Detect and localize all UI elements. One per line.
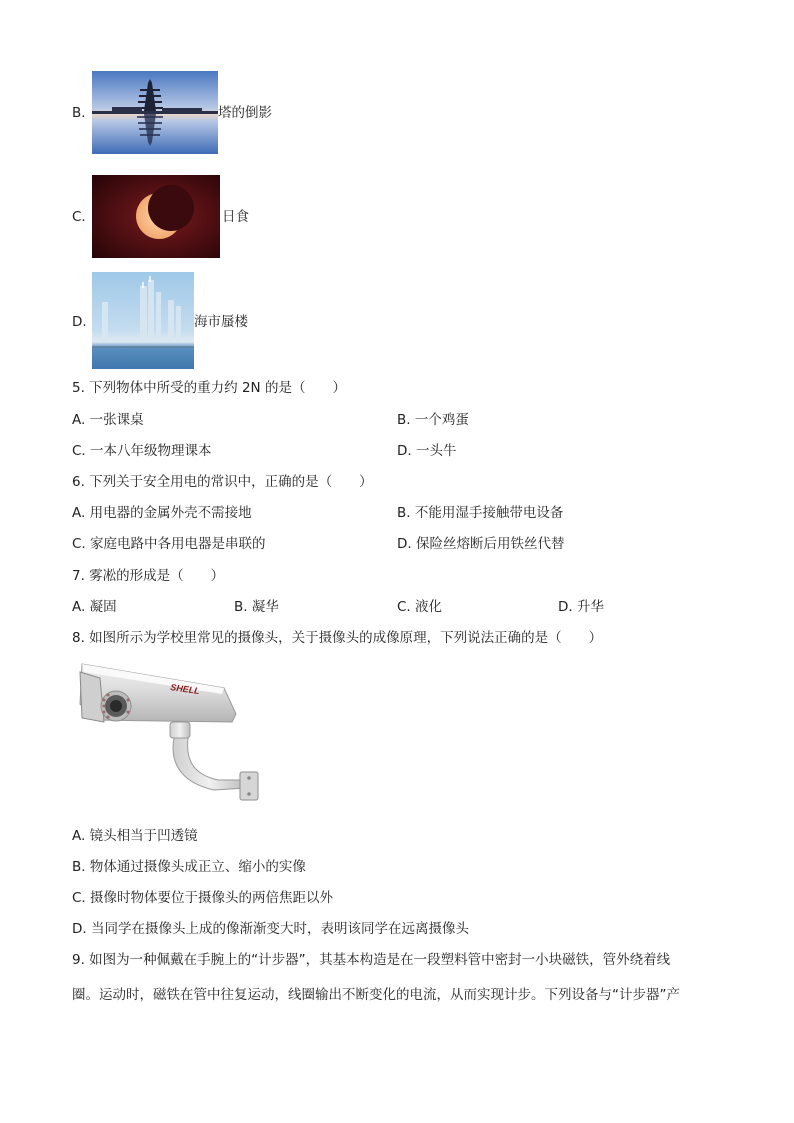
q5-choice-a: A. 一张课桌 bbox=[72, 412, 144, 428]
option-c-caption: 日食 bbox=[222, 209, 249, 225]
q6-choice-a: A. 用电器的金属外壳不需接地 bbox=[72, 505, 252, 521]
q6-choice-b: B. 不能用湿手接触带电设备 bbox=[397, 505, 564, 521]
option-b-caption: 塔的倒影 bbox=[218, 105, 272, 121]
q8-choice-c: C. 摄像时物体要位于摄像头的两倍焦距以外 bbox=[72, 890, 334, 906]
question-7-stem: 7. 雾凇的形成是（ ） bbox=[72, 568, 225, 584]
tower-reflection-image bbox=[92, 71, 218, 154]
q5-choice-b: B. 一个鸡蛋 bbox=[397, 412, 469, 428]
q7-choice-d: D. 升华 bbox=[558, 599, 604, 615]
option-d-letter: D. bbox=[72, 314, 87, 330]
camera-brand-label: SHELL bbox=[169, 682, 201, 697]
q5-choice-c: C. 一本八年级物理课本 bbox=[72, 443, 212, 459]
security-camera-image bbox=[74, 660, 266, 810]
question-9-line-1: 9. 如图为一种佩戴在手腕上的“计步器”，其基本构造是在一段塑料管中密封一小块磁铁，管外绕着线 bbox=[72, 952, 671, 968]
solar-eclipse-image bbox=[92, 175, 220, 258]
question-6-stem: 6. 下列关于安全用电的常识中，正确的是（ ） bbox=[72, 474, 373, 490]
option-c-letter: C. bbox=[72, 209, 86, 225]
q7-choice-a: A. 凝固 bbox=[72, 599, 117, 615]
q7-choice-c: C. 液化 bbox=[397, 599, 443, 615]
question-5-stem: 5. 下列物体中所受的重力约 2N 的是（ ） bbox=[72, 380, 346, 396]
q5-choice-d: D. 一头牛 bbox=[397, 443, 457, 459]
option-d-caption: 海市蜃楼 bbox=[194, 314, 248, 330]
mirage-image bbox=[92, 272, 194, 369]
option-b-letter: B. bbox=[72, 105, 86, 121]
q8-choice-d: D. 当同学在摄像头上成的像渐渐变大时，表明该同学在远离摄像头 bbox=[72, 921, 469, 937]
q8-choice-a: A. 镜头相当于凹透镜 bbox=[72, 828, 198, 844]
question-9-line-2: 圈。运动时，磁铁在管中往复运动，线圈输出不断变化的电流，从而实现计步。下列设备与“计步器”产 bbox=[72, 987, 680, 1003]
q6-choice-c: C. 家庭电路中各用电器是串联的 bbox=[72, 536, 266, 552]
q8-choice-b: B. 物体通过摄像头成正立、缩小的实像 bbox=[72, 859, 306, 875]
question-8-stem: 8. 如图所示为学校里常见的摄像头，关于摄像头的成像原理，下列说法正确的是（ ） bbox=[72, 630, 603, 646]
q6-choice-d: D. 保险丝熔断后用铁丝代替 bbox=[397, 536, 565, 552]
q7-choice-b: B. 凝华 bbox=[234, 599, 279, 615]
